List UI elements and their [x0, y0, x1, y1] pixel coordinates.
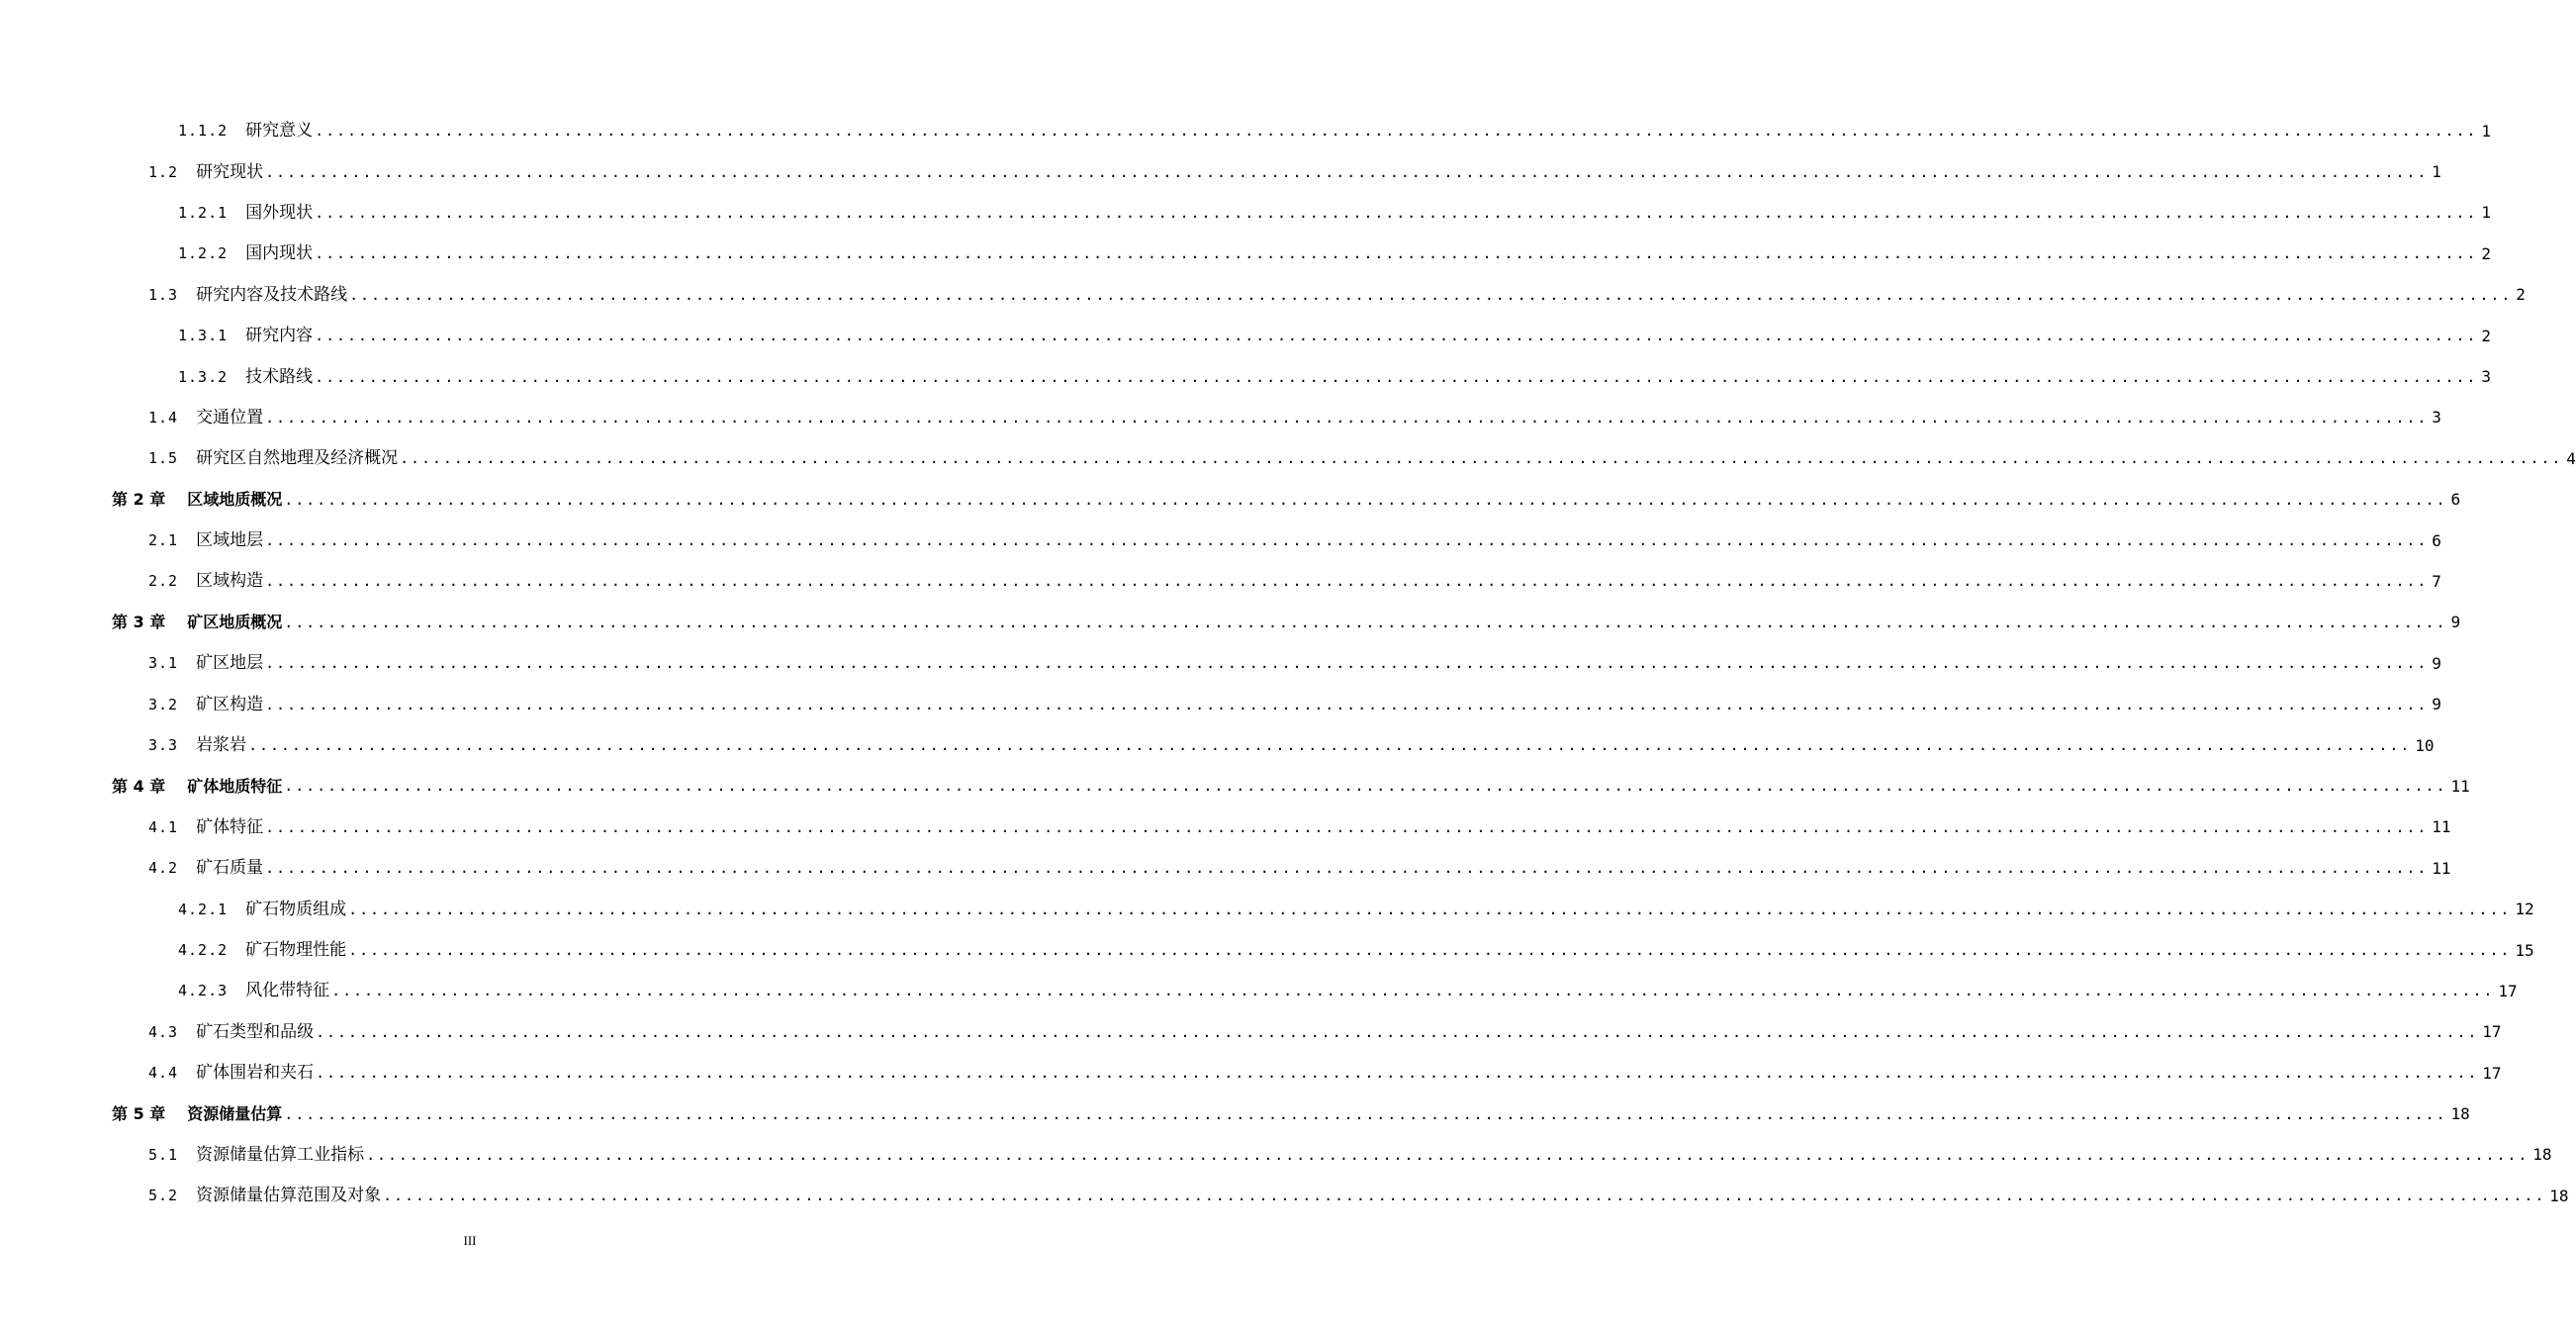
toc-dot-leader: ........................................................................................................................................................................................................ [315, 122, 2478, 141]
toc-entry[interactable] [0, 1176, 2569, 1216]
toc-entry-title: 矿体围岩和夹石 [196, 1063, 315, 1084]
toc-dot-leader: ........................................................................................................................................................................................................ [248, 736, 2412, 755]
toc-entry-page: 17 [2482, 1063, 2502, 1083]
toc-entry-page: 4 [2566, 448, 2576, 468]
toc-dot-leader: ........................................................................................................................................................................................................ [284, 777, 2447, 796]
toc-dot-leader: ........................................................................................................................................................................................................ [315, 203, 2478, 222]
toc-dot-leader: ........................................................................................................................................................................................................ [349, 285, 2513, 304]
toc-entry-title: 国外现状 [245, 202, 314, 223]
toc-entry-number: 3.2 [148, 695, 179, 713]
toc-dot-leader: ........................................................................................................................................................................................................ [348, 900, 2512, 918]
toc-entry[interactable] [0, 848, 2451, 889]
toc-dot-leader: ........................................................................................................................................................................................................ [284, 613, 2447, 631]
toc-dot-leader: ........................................................................................................................................................................................................ [265, 408, 2429, 427]
toc-entry-title: 矿石类型和品级 [196, 1021, 315, 1042]
toc-entry[interactable] [0, 684, 2441, 724]
toc-dot-leader: ........................................................................................................................................................................................................ [315, 244, 2478, 263]
toc-entry-title: 技术路线 [245, 366, 314, 387]
toc-entry[interactable] [0, 234, 2491, 274]
toc-entry-number: 4.1 [148, 817, 179, 836]
toc-entry-page: 18 [2532, 1145, 2552, 1165]
toc-dot-leader: ........................................................................................................................................................................................................ [315, 327, 2478, 345]
toc-entry-page: 1 [2432, 162, 2441, 182]
toc-dot-leader: ........................................................................................................................................................................................................ [331, 982, 2495, 1000]
toc-dot-leader: ........................................................................................................................................................................................................ [315, 367, 2478, 386]
toc-entry-page: 3 [2481, 367, 2491, 387]
toc-entry-number: 1.2.1 [178, 203, 229, 222]
toc-entry-title: 资源储量估算工业指标 [196, 1144, 365, 1165]
toc-entry-page: 15 [2515, 940, 2534, 960]
toc-entry-title: 研究区自然地理及经济概况 [196, 448, 399, 469]
toc-entry-page: 2 [2481, 243, 2491, 263]
toc-entry-number: 3.3 [148, 736, 179, 755]
toc-entry[interactable] [0, 438, 2576, 479]
toc-entry-page: 7 [2432, 571, 2441, 591]
toc-entry-number: 4.2.2 [178, 941, 229, 959]
toc-entry-title: 国内现状 [245, 243, 314, 264]
toc-entry[interactable] [0, 766, 2470, 807]
toc-entry-title: 矿区地层 [196, 653, 264, 674]
toc-entry-page: 2 [2481, 326, 2491, 345]
toc-entry-number: 1.3.2 [178, 367, 229, 386]
toc-entry-title: 区域地质概况 [187, 490, 283, 510]
toc-entry[interactable] [0, 193, 2491, 234]
toc-entry-page: 2 [2516, 285, 2526, 305]
toc-entry-page: 10 [2415, 735, 2435, 755]
toc-entry-number: 5.2 [148, 1187, 179, 1205]
toc-entry-title: 交通位置 [196, 407, 264, 428]
toc-dot-leader: ........................................................................................................................................................................................................ [316, 1022, 2479, 1041]
toc-entry-page: 3 [2432, 408, 2441, 428]
toc-dot-leader: ........................................................................................................................................................................................................ [400, 449, 2563, 468]
toc-entry-title: 矿区地质概况 [187, 613, 283, 632]
toc-entry-number: 4.2.1 [178, 900, 229, 918]
toc-dot-leader: ........................................................................................................................................................................................................ [265, 572, 2429, 591]
toc-entry-number: 第 2 章 [112, 490, 166, 510]
toc-entry-title: 区域构造 [196, 571, 264, 592]
toc-dot-leader: ........................................................................................................................................................................................................ [265, 654, 2429, 673]
toc-entry-page: 12 [2515, 900, 2534, 919]
toc-entry[interactable] [0, 398, 2441, 438]
toc-dot-leader: ........................................................................................................................................................................................................ [383, 1187, 2546, 1205]
toc-entry-title: 研究现状 [196, 161, 264, 182]
toc-entry-number: 2.2 [148, 572, 179, 591]
toc-entry-page: 18 [2549, 1186, 2569, 1205]
toc-entry[interactable] [0, 971, 2518, 1011]
toc-dot-leader: ........................................................................................................................................................................................................ [265, 162, 2429, 181]
toc-entry-number: 第 5 章 [112, 1104, 166, 1124]
toc-entry-page: 11 [2432, 858, 2451, 878]
toc-entry-title: 研究内容 [245, 326, 314, 346]
toc-entry-title: 区域地层 [196, 530, 264, 551]
table-of-contents [0, 111, 2576, 1217]
toc-entry-number: 第 3 章 [112, 613, 166, 632]
toc-entry[interactable] [0, 725, 2435, 766]
toc-entry-number: 1.3 [148, 285, 179, 304]
toc-entry-page: 1 [2481, 203, 2491, 223]
toc-dot-leader: ........................................................................................................................................................................................................ [265, 531, 2429, 550]
toc-dot-leader: ........................................................................................................................................................................................................ [284, 490, 2447, 509]
toc-entry[interactable] [0, 643, 2441, 684]
toc-entry-number: 4.4 [148, 1064, 179, 1083]
toc-dot-leader: ........................................................................................................................................................................................................ [366, 1145, 2530, 1164]
toc-entry-number: 第 4 章 [112, 776, 166, 796]
toc-dot-leader: ........................................................................................................................................................................................................ [265, 695, 2429, 713]
toc-entry-page: 9 [2432, 695, 2441, 714]
toc-entry-title: 研究内容及技术路线 [196, 284, 348, 305]
toc-entry-number: 1.3.1 [178, 327, 229, 345]
toc-entry[interactable] [0, 930, 2534, 971]
toc-dot-leader: ........................................................................................................................................................................................................ [265, 859, 2429, 878]
toc-entry-number: 1.4 [148, 408, 179, 427]
toc-entry[interactable] [0, 1053, 2502, 1093]
toc-entry-number: 1.1.2 [178, 122, 229, 141]
toc-entry[interactable] [0, 480, 2461, 521]
toc-entry-page: 17 [2498, 981, 2518, 1000]
toc-entry-page: 11 [2450, 776, 2470, 796]
toc-dot-leader: ........................................................................................................................................................................................................ [265, 817, 2429, 836]
toc-entry[interactable] [0, 561, 2441, 602]
toc-entry[interactable] [0, 316, 2491, 356]
toc-entry-title: 矿体特征 [196, 816, 264, 837]
toc-entry-page: 9 [2450, 613, 2461, 632]
toc-entry-title: 矿石物理性能 [245, 940, 347, 960]
toc-entry-title: 矿石质量 [196, 858, 264, 879]
toc-entry-number: 3.1 [148, 654, 179, 673]
toc-entry[interactable] [0, 151, 2441, 192]
toc-entry[interactable] [0, 1135, 2552, 1176]
toc-entry-title: 资源储量估算 [187, 1104, 283, 1124]
toc-entry[interactable] [0, 521, 2441, 561]
toc-entry-page: 9 [2432, 653, 2441, 673]
toc-entry-page: 1 [2481, 121, 2491, 141]
toc-entry-number: 2.1 [148, 531, 179, 550]
toc-entry[interactable] [0, 111, 2491, 151]
toc-entry-title: 矿石物质组成 [245, 899, 347, 919]
toc-dot-leader: ........................................................................................................................................................................................................ [316, 1064, 2479, 1083]
toc-dot-leader: ........................................................................................................................................................................................................ [284, 1104, 2447, 1123]
toc-entry-title: 研究意义 [245, 121, 314, 142]
toc-entry-page: 17 [2482, 1022, 2502, 1042]
toc-entry-number: 1.5 [148, 449, 179, 468]
toc-entry-page: 6 [2432, 530, 2441, 550]
toc-entry-page: 18 [2450, 1104, 2470, 1124]
toc-entry[interactable] [0, 356, 2491, 397]
toc-entry-number: 1.2.2 [178, 244, 229, 263]
toc-entry-title: 资源储量估算范围及对象 [196, 1186, 382, 1206]
toc-entry-title: 矿体地质特征 [187, 776, 283, 796]
page-number: III [463, 1233, 477, 1248]
toc-entry-number: 1.2 [148, 162, 179, 181]
toc-entry[interactable] [0, 275, 2526, 316]
toc-entry-title: 岩浆岩 [196, 735, 247, 756]
toc-entry-number: 4.2 [148, 859, 179, 878]
toc-entry[interactable] [0, 1093, 2470, 1134]
toc-entry-page: 6 [2450, 490, 2461, 510]
toc-entry[interactable] [0, 603, 2461, 643]
toc-dot-leader: ........................................................................................................................................................................................................ [348, 941, 2512, 959]
toc-entry-number: 5.1 [148, 1145, 179, 1164]
toc-entry[interactable] [0, 1012, 2502, 1053]
toc-entry-title: 矿区构造 [196, 694, 264, 714]
toc-entry[interactable] [0, 808, 2451, 848]
toc-entry-number: 4.3 [148, 1022, 179, 1041]
toc-entry[interactable] [0, 889, 2534, 929]
toc-entry-page: 11 [2432, 817, 2451, 837]
toc-entry-title: 风化带特征 [245, 981, 330, 1001]
toc-entry-number: 4.2.3 [178, 982, 229, 1000]
